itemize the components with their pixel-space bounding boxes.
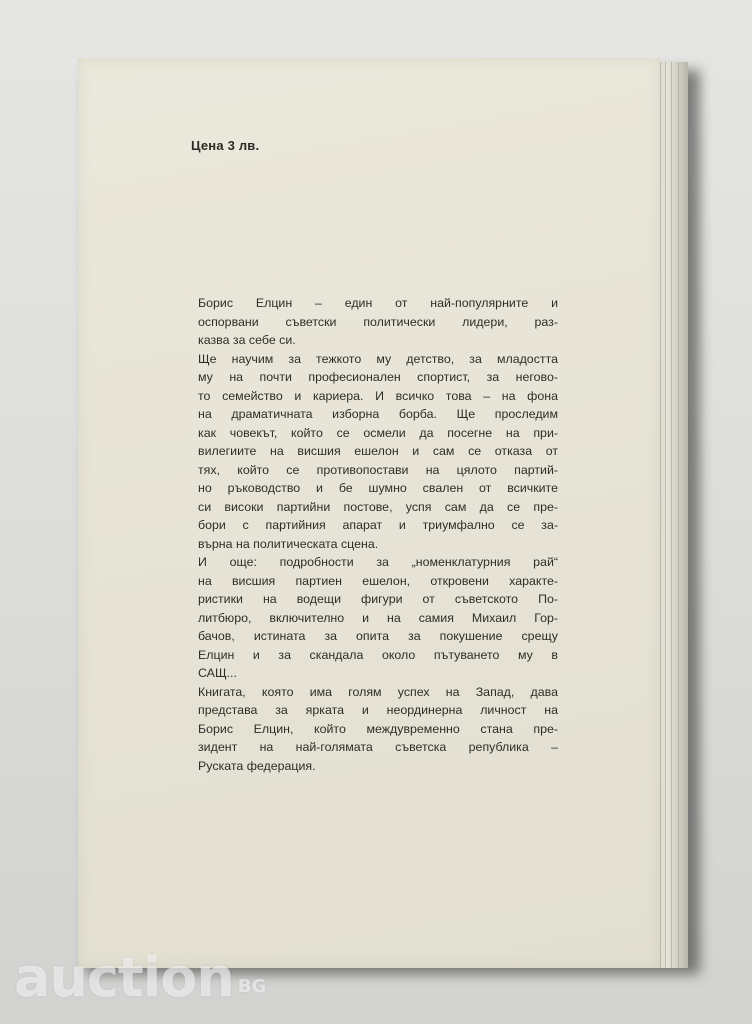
blurb-line: върна на политическата сцена. [198,536,379,551]
blurb-paragraph-2 [198,350,558,554]
blurb-line: зидент на най-голямата съветска република – [198,740,558,754]
blurb-paragraph-1 [198,294,558,350]
blurb-line: представа за ярката и неординерна личност на [198,703,558,717]
blurb-line: казва за себе си. [198,333,296,347]
book-back-cover [78,58,660,968]
blurb-line: Борис Елцин, който междувременно стана пре- [198,721,558,736]
blurb-line: бори с партийния апарат и триумфално се за- [198,518,558,532]
blurb-line: Руската федерация. [198,758,316,773]
auction-watermark [14,946,266,1016]
watermark-suffix: BG [237,976,267,997]
blurb-line: Борис Елцин – един от най-популярните и [198,296,558,310]
blurb-line: но ръководство и бе шумно свален от всичките [198,481,558,495]
blurb-line: как човекът, който се осмели да посегне на при- [198,425,558,440]
blurb-line: вилегиите на висшия ешелон и сам се отказа от [198,444,558,458]
price-label: Цена 3 лв. [191,138,260,153]
blurb-line: оспорвани съветски политически лидери, раз- [198,314,558,329]
blurb-line: Ще научим за тежкото му детство, за младостта [198,351,558,366]
blurb-line: бачов, истината за опита за покушение срещу [198,629,558,643]
blurb-line: САЩ... [198,666,237,680]
blurb-line: И още: подробности за „номенклатурния рай“ [198,555,558,569]
blurb-line: на драматичната изборна борба. Ще проследим [198,407,558,421]
blurb-line: тях, който се противопостави на цялото партий- [198,462,558,477]
blurb-line: си високи партийни постове, успя сам да се пре- [198,499,558,514]
blurb-line: ристики на водещи фигури от съветското По- [198,592,558,606]
blurb-line: Елцин и за скандала около пътуването му в [198,647,558,662]
blurb-paragraph-4 [198,683,558,776]
blurb-line: Книгата, която има голям успех на Запад, дава [198,684,558,699]
blurb-text [198,294,558,775]
watermark-main: auction [14,946,234,1009]
blurb-line: на висшия партиен ешелон, откровени характе- [198,573,558,588]
blurb-line: литбюро, включително и на самия Михаил Гор- [198,610,558,625]
blurb-line: му на почти професионален спортист, за негово- [198,370,558,384]
blurb-paragraph-3 [198,553,558,683]
blurb-line: то семейство и кариера. И всичко това – на фона [198,388,558,403]
